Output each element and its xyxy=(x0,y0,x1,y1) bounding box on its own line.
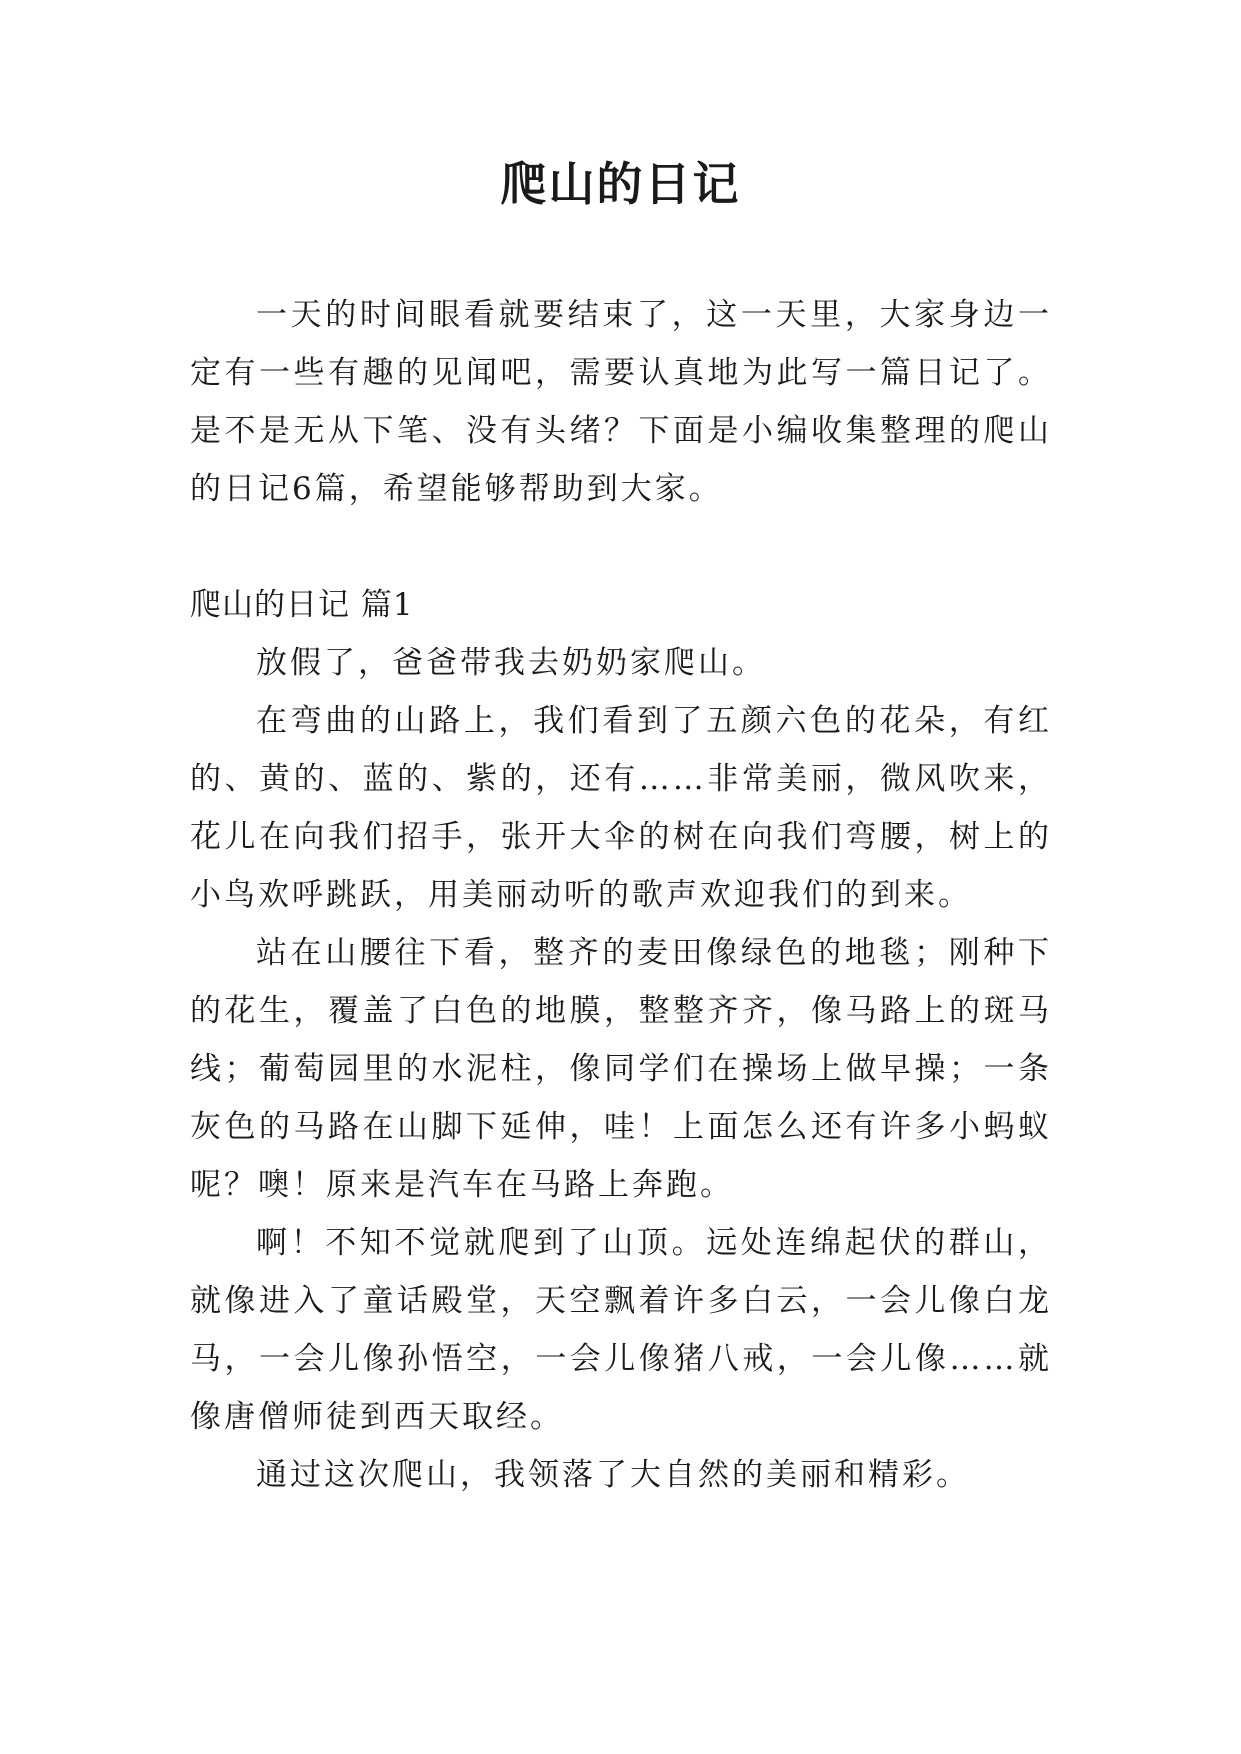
document-title: 爬山的日记 xyxy=(500,157,741,211)
body-paragraph-1: 放假了，爸爸带我去奶奶家爬山。 xyxy=(256,645,766,681)
body-paragraph-3: 站在山腰往下看，整齐的麦田像绿色的地毯；刚种下的花生，覆盖了白色的地膜，整整齐齐，像马路上的斑马线；葡萄园里的水泥柱，像同学们在操场上做早操；一条灰色的马路在山脚下延伸，哇！上面怎么还有许多小蚂蚁呢？噢！原来是汽车在马路上奔跑。 xyxy=(190,935,1052,1203)
document-body xyxy=(190,286,1052,1504)
section-heading: 爬山的日记 篇1 xyxy=(190,587,414,623)
body-paragraph-4: 啊！不知不觉就爬到了山顶。远处连绵起伏的群山，就像进入了童话殿堂，天空飘着许多白云，一会儿像白龙马，一会儿像孙悟空，一会儿像猪八戒，一会儿像……就像唐僧师徒到西天取经。 xyxy=(190,1225,1052,1435)
body-paragraph-2: 在弯曲的山路上，我们看到了五颜六色的花朵，有红的、黄的、蓝的、紫的，还有……非常美丽，微风吹来，花儿在向我们招手，张开大伞的树在向我们弯腰，树上的小鸟欢呼跳跃，用美丽动听的歌声欢迎我们的到来。 xyxy=(190,703,1052,913)
body-paragraph-5: 通过这次爬山，我领落了大自然的美丽和精彩。 xyxy=(256,1457,970,1493)
intro-paragraph: 一天的时间眼看就要结束了，这一天里，大家身边一定有一些有趣的见闻吧，需要认真地为此写一篇日记了。是不是无从下笔、没有头绪？下面是小编收集整理的爬山的日记6篇，希望能够帮助到大家。 xyxy=(190,297,1052,507)
